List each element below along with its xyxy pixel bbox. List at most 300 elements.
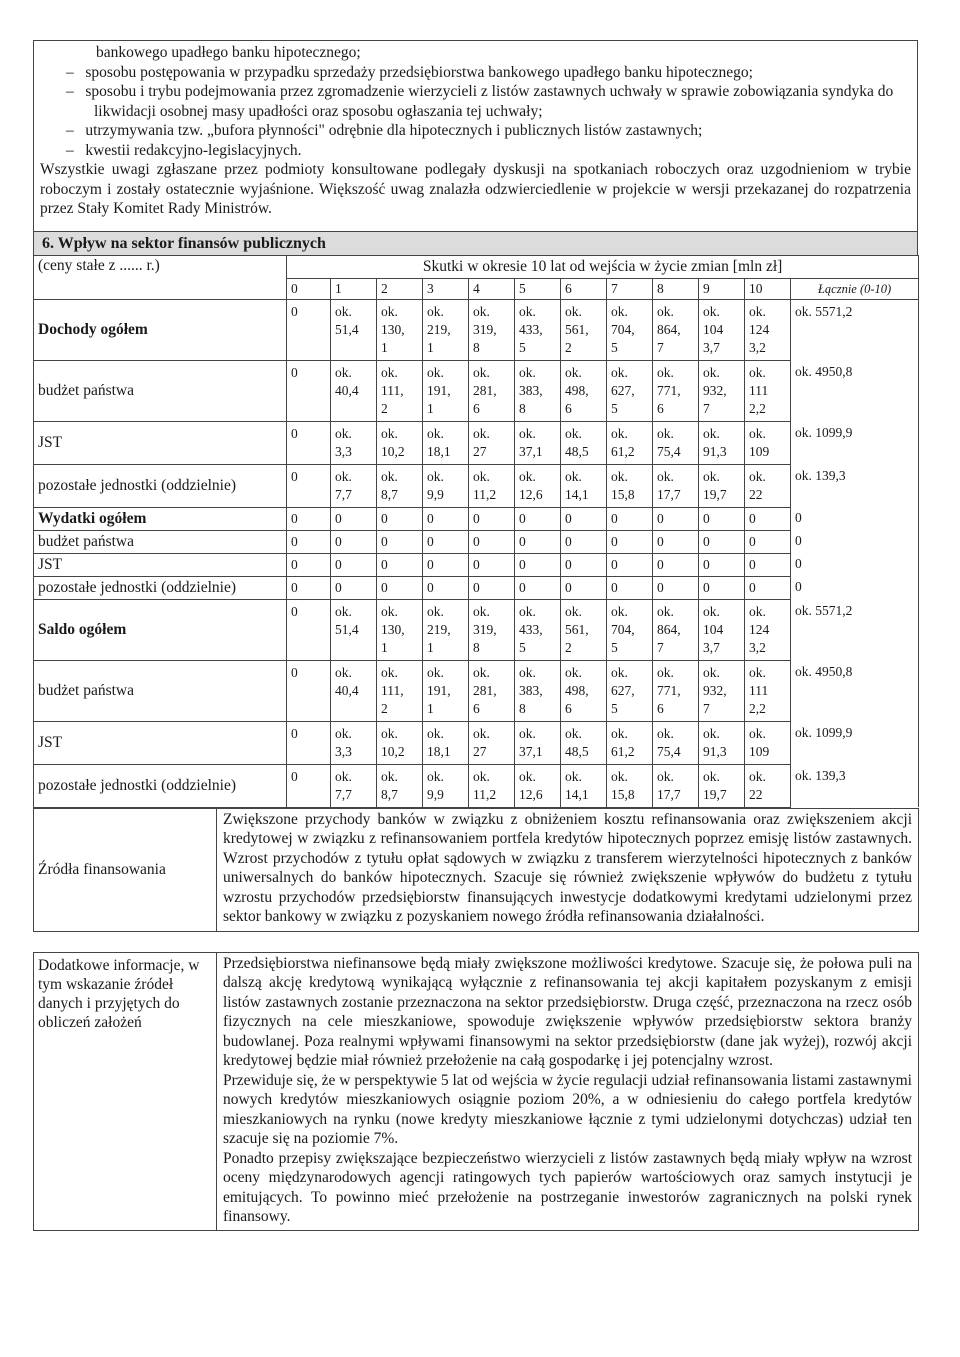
value-cell: [607, 464, 653, 507]
value-line: ok.: [565, 303, 582, 319]
value-line: 0: [291, 533, 298, 549]
section-heading: 6. Wpływ na sektor finansów publicznych: [33, 231, 918, 255]
value-cell: [607, 721, 653, 764]
row-label: pozostałe jednostki (oddzielnie): [34, 576, 287, 599]
value-cell: [515, 660, 561, 721]
value-line: ok.: [749, 468, 766, 484]
value-cell: [331, 530, 377, 553]
value-cell: [331, 464, 377, 507]
value-line: 37,1: [519, 743, 543, 759]
value-line: 0: [291, 425, 298, 441]
prices-label: (ceny stałe z ...... r.): [34, 255, 287, 299]
value-cell: [287, 764, 331, 807]
value-line: ok.: [427, 364, 444, 380]
value-line: ok.: [473, 768, 490, 784]
value-cell: [423, 360, 469, 421]
value-line: 104: [703, 621, 724, 637]
value-cell: [469, 764, 515, 807]
value-line: 864,: [657, 621, 681, 637]
value-cell: [287, 507, 331, 530]
additional-info-table: [33, 952, 919, 1231]
value-cell: [331, 721, 377, 764]
value-line: 0: [291, 468, 298, 484]
value-line: 0: [611, 510, 618, 526]
value-line: 2,2: [749, 400, 766, 416]
value-cell: [331, 360, 377, 421]
value-line: 704,: [611, 321, 635, 337]
value-line: ok.: [335, 425, 352, 441]
total-cell: ok. 1099,9: [791, 721, 919, 764]
total-cell: ok. 139,3: [791, 764, 919, 807]
value-line: 75,4: [657, 743, 681, 759]
value-line: ok.: [473, 725, 490, 741]
value-line: 561,: [565, 621, 589, 637]
additional-paragraph: Przedsiębiorstwa niefinansowe będą miały zwiększone możliwości kredytowe. Szacuje się, że połowa puli na dalszą akcję kredytową wynikającą wyłącznie z refinansowania tej akcji kapitałem pozyskanym z emisji listów zastawnych zostanie przeznaczona na sektor przedsiębiorstw. Druga część, przeznaczona na rzecz osób fizycznych na cele mieszkaniowe, spowoduje zwiększenie wpływów przedsiębiorstw sektora branży budowlanej. Poza realnymi wpływami finansowymi na sektor przedsiębiorstw (dane jak wyżej), rozwój akcji kredytowej będzie miał również przełożenie na całą gospodarkę i jej potencjalny wzrost.: [223, 954, 912, 1069]
value-cell: [653, 553, 699, 576]
row-label: JST: [34, 721, 287, 764]
value-cell: [607, 764, 653, 807]
value-cell: [699, 464, 745, 507]
value-line: ok.: [703, 603, 720, 619]
value-cell: [515, 553, 561, 576]
value-line: 6: [565, 700, 572, 716]
value-line: 864,: [657, 321, 681, 337]
value-line: 7,7: [335, 786, 352, 802]
dash-item: – kwestii redakcyjno-legislacyjnych.: [66, 141, 302, 159]
value-line: 932,: [703, 682, 727, 698]
value-line: 0: [519, 510, 526, 526]
value-line: 0: [473, 510, 480, 526]
value-line: 75,4: [657, 443, 681, 459]
value-line: 6: [473, 700, 480, 716]
value-line: 9,9: [427, 786, 444, 802]
value-cell: [331, 553, 377, 576]
value-line: 48,5: [565, 443, 589, 459]
value-line: 130,: [381, 621, 405, 637]
value-line: 91,3: [703, 443, 727, 459]
value-cell: [561, 507, 607, 530]
value-line: ok.: [703, 664, 720, 680]
value-line: ok.: [427, 768, 444, 784]
value-line: 319,: [473, 621, 497, 637]
value-line: 10,2: [381, 743, 405, 759]
value-line: 3,3: [335, 743, 352, 759]
value-cell: [699, 507, 745, 530]
value-cell: [653, 576, 699, 599]
value-line: 7: [657, 639, 664, 655]
value-cell: [423, 530, 469, 553]
value-line: 8: [519, 400, 526, 416]
value-cell: [469, 360, 515, 421]
value-line: 15,8: [611, 786, 635, 802]
value-line: 0: [291, 303, 298, 319]
value-cell: [469, 576, 515, 599]
value-cell: [607, 553, 653, 576]
value-line: ok.: [611, 364, 628, 380]
value-line: ok.: [381, 303, 398, 319]
total-cell: ok. 4950,8: [791, 360, 919, 421]
sources-text: Zwiększone przychody banków w związku z obniżeniem kosztu refinansowania oraz zwiększeniem akcji kredytowej w związku z refinansowaniem portfela kredytów hipotecznych poprzez emisję listów zastawnych. Wzrost przychodów z tytułu opłat sądowych w związku z transferem wierzytelności hipotecznych z banków uniwersalnych do banków hipotecznych. Szacuje się również zwiększenie wpływów do budżetu z tytułu wzrostu przychodów przedsiębiorstw finansujących inwestycje dodatkowymi kredytami udzielonymi przez sektor bankowy w związku z pozyskaniem nowego źródła refinansowania działalności.: [217, 808, 919, 931]
value-line: 0: [427, 556, 434, 572]
table-row: [34, 660, 919, 721]
value-line: 3,2: [749, 639, 766, 655]
year-header: 2: [377, 278, 423, 299]
value-line: 0: [291, 579, 298, 595]
value-cell: [377, 660, 423, 721]
value-cell: [561, 660, 607, 721]
value-line: ok.: [749, 303, 766, 319]
value-cell: [377, 530, 423, 553]
value-line: 37,1: [519, 443, 543, 459]
value-line: ok.: [611, 603, 628, 619]
table-row: [34, 421, 919, 464]
value-cell: [607, 299, 653, 360]
value-line: 771,: [657, 682, 681, 698]
value-line: 5: [611, 400, 618, 416]
year-header: 0: [287, 278, 331, 299]
total-cell: 0: [791, 576, 919, 599]
value-line: ok.: [749, 603, 766, 619]
value-line: 12,6: [519, 486, 543, 502]
row-label: Wydatki ogółem: [34, 507, 287, 530]
year-header: 1: [331, 278, 377, 299]
row-label: budżet państwa: [34, 530, 287, 553]
value-line: ok.: [335, 364, 352, 380]
year-header: 7: [607, 278, 653, 299]
value-line: 19,7: [703, 786, 727, 802]
value-line: 5: [611, 700, 618, 716]
value-line: ok.: [519, 468, 536, 484]
value-cell: [469, 553, 515, 576]
value-cell: [331, 599, 377, 660]
value-cell: [423, 764, 469, 807]
value-line: 0: [703, 556, 710, 572]
value-cell: [423, 507, 469, 530]
value-line: 0: [703, 510, 710, 526]
value-line: ok.: [611, 468, 628, 484]
value-line: ok.: [703, 768, 720, 784]
value-cell: [745, 721, 791, 764]
value-cell: [745, 599, 791, 660]
value-line: 219,: [427, 621, 451, 637]
value-line: 0: [381, 579, 388, 595]
value-line: ok.: [381, 768, 398, 784]
value-line: 2: [565, 339, 572, 355]
value-line: 0: [703, 533, 710, 549]
value-line: ok.: [519, 664, 536, 680]
value-cell: [561, 764, 607, 807]
value-line: 433,: [519, 621, 543, 637]
value-line: 0: [291, 664, 298, 680]
value-cell: [331, 764, 377, 807]
value-cell: [607, 660, 653, 721]
row-label: budżet państwa: [34, 360, 287, 421]
document-page: [33, 40, 918, 1231]
value-line: 91,3: [703, 743, 727, 759]
value-cell: [469, 660, 515, 721]
value-line: ok.: [749, 725, 766, 741]
value-line: 7: [703, 700, 710, 716]
value-line: ok.: [519, 603, 536, 619]
value-cell: [653, 421, 699, 464]
value-line: ok.: [611, 425, 628, 441]
value-line: 9,9: [427, 486, 444, 502]
value-cell: [653, 764, 699, 807]
value-line: 191,: [427, 382, 451, 398]
value-line: 5: [519, 339, 526, 355]
value-cell: [287, 530, 331, 553]
dash-item: – sposobu postępowania w przypadku sprzedaży przedsiębiorstwa bankowego upadłego banku hipotecznego;: [66, 63, 753, 81]
value-line: 0: [335, 533, 342, 549]
additional-paragraph: Ponadto przepisy zwiększające bezpieczeństwo wierzycieli z listów zastawnych będą miały wpływ na wzrost oceny międzynarodowych agencji ratingowych tych papierów wartościowych oraz samych instytucji je emitujących. To powinno mieć przełożenie na postrzeganie inwestorów zagranicznych na polski rynek finansowy.: [223, 1149, 912, 1225]
value-cell: [423, 299, 469, 360]
table-row: [34, 530, 919, 553]
value-line: 0: [749, 510, 756, 526]
value-cell: [745, 660, 791, 721]
total-cell: ok. 4950,8: [791, 660, 919, 721]
value-cell: [561, 553, 607, 576]
value-line: 6: [473, 400, 480, 416]
value-line: 7: [703, 400, 710, 416]
value-line: ok.: [657, 303, 674, 319]
value-line: ok.: [381, 468, 398, 484]
value-cell: [331, 576, 377, 599]
value-line: ok.: [381, 725, 398, 741]
dash-item: – sposobu i trybu podejmowania przez zgromadzenie wierzycieli z listów zastawnych uchwały w sprawie zobowiązania syndyka do likwidacji osobnej masy upadłości oraz sposobu ogłaszania tej uchwały;: [66, 83, 894, 120]
value-line: ok.: [473, 364, 490, 380]
value-line: 14,1: [565, 486, 589, 502]
value-line: 8: [473, 639, 480, 655]
value-line: 3,7: [703, 339, 720, 355]
value-line: 6: [657, 700, 664, 716]
value-line: 0: [291, 725, 298, 741]
value-line: 1: [381, 639, 388, 655]
value-line: 0: [519, 556, 526, 572]
total-cell: 0: [791, 507, 919, 530]
value-line: ok.: [703, 364, 720, 380]
value-line: ok.: [519, 725, 536, 741]
value-line: ok.: [703, 303, 720, 319]
value-line: 2,2: [749, 700, 766, 716]
value-cell: [745, 421, 791, 464]
additional-paragraph: Przewiduje się, że w perspektywie 5 lat od wejścia w życie regulacji udział refinansowania listami zastawnymi nowych kredytów mieszkaniowych osiągnie poziom 20%, a w odniesieniu do całego portfela kredytów mieszkaniowych na rynku (nowe kredyty mieszkaniowe łącznie z tymi udzielonymi dotychczas) udział ten szacuje się na poziomie 7%.: [223, 1071, 912, 1147]
value-line: 19,7: [703, 486, 727, 502]
year-header: 10: [745, 278, 791, 299]
value-line: 111,: [381, 682, 404, 698]
value-line: 0: [519, 579, 526, 595]
row-label: Saldo ogółem: [34, 599, 287, 660]
value-cell: [331, 507, 377, 530]
value-line: 319,: [473, 321, 497, 337]
impact-table: [33, 255, 919, 808]
value-line: 17,7: [657, 486, 681, 502]
value-line: ok.: [611, 303, 628, 319]
table-row: [34, 721, 919, 764]
value-line: ok.: [657, 768, 674, 784]
value-line: 0: [565, 533, 572, 549]
value-line: ok.: [335, 768, 352, 784]
value-line: 383,: [519, 682, 543, 698]
value-line: 104: [703, 321, 724, 337]
value-line: ok.: [381, 364, 398, 380]
value-cell: [469, 530, 515, 553]
table-row: [34, 464, 919, 507]
value-line: 6: [565, 400, 572, 416]
value-cell: [699, 721, 745, 764]
value-cell: [653, 507, 699, 530]
value-line: 0: [427, 533, 434, 549]
value-cell: [423, 576, 469, 599]
value-line: ok.: [611, 725, 628, 741]
value-cell: [377, 299, 423, 360]
value-line: 130,: [381, 321, 405, 337]
value-line: ok.: [519, 425, 536, 441]
value-cell: [515, 764, 561, 807]
value-cell: [331, 421, 377, 464]
value-cell: [377, 576, 423, 599]
value-line: 281,: [473, 382, 497, 398]
value-line: 51,4: [335, 621, 359, 637]
sources-label: Źródła finansowania: [34, 808, 217, 931]
value-line: 3,7: [703, 639, 720, 655]
value-line: 8,7: [381, 786, 398, 802]
value-line: 48,5: [565, 743, 589, 759]
table-row: [34, 507, 919, 530]
table-row: [34, 576, 919, 599]
value-line: 0: [657, 579, 664, 595]
value-cell: [515, 507, 561, 530]
value-line: 0: [291, 603, 298, 619]
value-cell: [287, 299, 331, 360]
total-header: Łącznie (0-10): [791, 278, 919, 299]
year-header: 3: [423, 278, 469, 299]
value-line: 0: [611, 556, 618, 572]
value-line: 0: [749, 533, 756, 549]
value-line: ok.: [749, 664, 766, 680]
value-cell: [653, 464, 699, 507]
value-line: ok.: [519, 364, 536, 380]
value-cell: [745, 360, 791, 421]
value-line: 0: [565, 510, 572, 526]
value-line: 18,1: [427, 443, 451, 459]
value-line: 2: [381, 400, 388, 416]
value-cell: [699, 764, 745, 807]
value-line: 40,4: [335, 682, 359, 698]
value-line: ok.: [565, 768, 582, 784]
value-line: ok.: [427, 425, 444, 441]
value-cell: [561, 599, 607, 660]
value-line: ok.: [749, 364, 766, 380]
value-cell: [287, 360, 331, 421]
value-line: 0: [427, 579, 434, 595]
value-cell: [515, 530, 561, 553]
value-cell: [469, 599, 515, 660]
value-line: 8,7: [381, 486, 398, 502]
value-line: ok.: [473, 425, 490, 441]
value-cell: [515, 360, 561, 421]
value-cell: [745, 464, 791, 507]
value-cell: [561, 721, 607, 764]
value-line: 191,: [427, 682, 451, 698]
value-line: ok.: [565, 468, 582, 484]
value-line: 51,4: [335, 321, 359, 337]
effects-header: Skutki w okresie 10 lat od wejścia w życie zmian [mln zł]: [287, 255, 919, 278]
value-line: 0: [565, 579, 572, 595]
value-line: 383,: [519, 382, 543, 398]
value-line: ok.: [703, 725, 720, 741]
year-header: 9: [699, 278, 745, 299]
value-cell: [469, 721, 515, 764]
value-line: ok.: [427, 603, 444, 619]
value-line: 627,: [611, 682, 635, 698]
value-line: 0: [611, 579, 618, 595]
total-cell: ok. 5571,2: [791, 299, 919, 360]
value-line: 6: [657, 400, 664, 416]
value-cell: [745, 507, 791, 530]
value-line: 1: [427, 339, 434, 355]
value-line: ok.: [657, 725, 674, 741]
value-line: 0: [291, 510, 298, 526]
value-cell: [377, 421, 423, 464]
value-cell: [331, 660, 377, 721]
value-line: ok.: [381, 425, 398, 441]
value-line: 5: [611, 639, 618, 655]
value-cell: [699, 421, 745, 464]
value-line: ok.: [703, 468, 720, 484]
value-line: ok.: [565, 664, 582, 680]
dash-list: [40, 63, 911, 161]
additional-info-label: Dodatkowe informacje, w tym wskazanie źródeł danych i przyjętych do obliczeń założeń: [34, 952, 217, 1230]
value-line: ok.: [611, 768, 628, 784]
value-line: 0: [335, 556, 342, 572]
value-line: 0: [291, 556, 298, 572]
value-line: ok.: [473, 603, 490, 619]
value-line: 219,: [427, 321, 451, 337]
value-cell: [699, 299, 745, 360]
value-cell: [745, 553, 791, 576]
value-line: ok.: [519, 768, 536, 784]
value-line: 0: [291, 768, 298, 784]
value-line: 15,8: [611, 486, 635, 502]
value-line: ok.: [335, 303, 352, 319]
value-cell: [699, 553, 745, 576]
value-line: 2: [381, 700, 388, 716]
value-line: 124: [749, 621, 770, 637]
value-line: 561,: [565, 321, 589, 337]
value-line: ok.: [335, 725, 352, 741]
total-cell: ok. 5571,2: [791, 599, 919, 660]
value-line: 0: [381, 556, 388, 572]
value-cell: [287, 421, 331, 464]
value-line: ok.: [565, 425, 582, 441]
value-cell: [287, 721, 331, 764]
value-cell: [469, 507, 515, 530]
value-line: ok.: [749, 425, 766, 441]
value-cell: [515, 721, 561, 764]
value-line: ok.: [657, 425, 674, 441]
total-cell: ok. 1099,9: [791, 421, 919, 464]
value-line: 11,2: [473, 786, 497, 802]
table-row: [34, 299, 919, 360]
value-line: 1: [381, 339, 388, 355]
value-line: 8: [473, 339, 480, 355]
value-line: 7,7: [335, 486, 352, 502]
value-line: 109: [749, 743, 770, 759]
consultation-summary-box: [33, 40, 918, 231]
value-line: 22: [749, 786, 763, 802]
value-cell: [377, 599, 423, 660]
value-line: 61,2: [611, 743, 635, 759]
